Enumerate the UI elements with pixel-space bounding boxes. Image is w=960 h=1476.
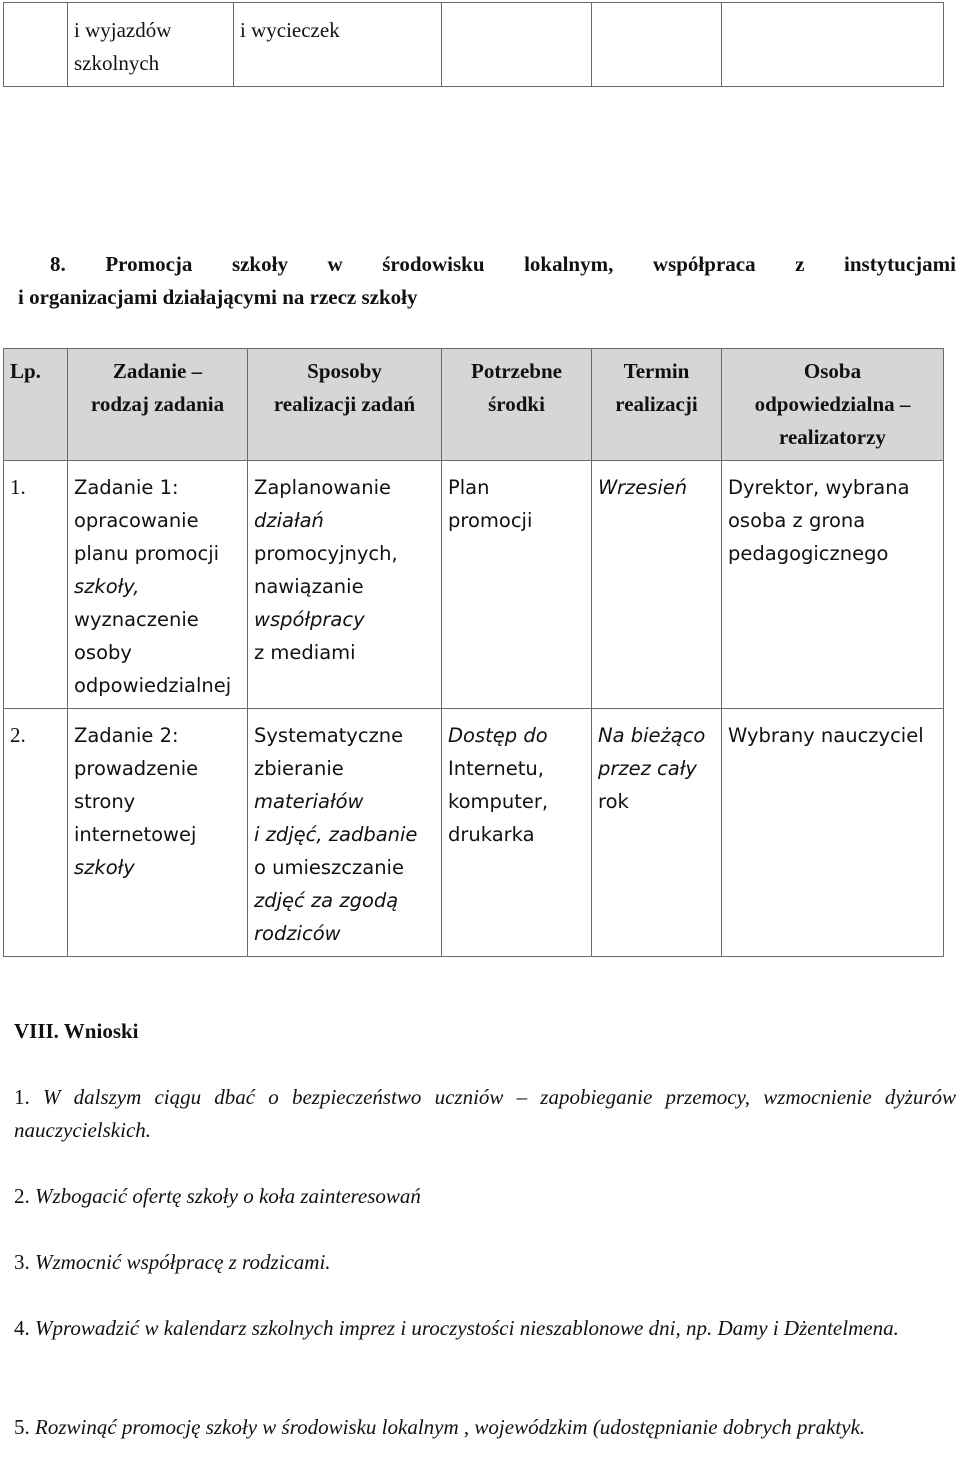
table-cell xyxy=(68,3,234,87)
cell-line: i wyjazdów xyxy=(74,18,172,42)
table-row xyxy=(4,3,944,87)
header-person: Osoba odpowiedzialna – realizatorzy xyxy=(722,349,944,461)
header-lp: Lp. xyxy=(4,349,68,461)
conclusion-number: 5. xyxy=(14,1415,30,1439)
conclusion-item xyxy=(14,1081,956,1147)
header-term: Termin realizacji xyxy=(592,349,722,461)
section-heading xyxy=(18,248,956,314)
top-remnant-table xyxy=(3,2,944,87)
table-cell xyxy=(592,3,722,87)
promotion-tasks-table xyxy=(3,348,944,957)
header-methods: Sposoby realizacji zadań xyxy=(248,349,442,461)
conclusion-text: W dalszym ciągu dbać o bezpieczeństwo uczniów – zapobieganie przemocy, wzmocnienie dyżurów nauczycielskich. xyxy=(14,1085,957,1142)
conclusion-number: 1. xyxy=(14,1085,30,1109)
cell-methods: Zaplanowanie działań promocyjnych, nawiązanie współpracy z mediami xyxy=(248,461,442,709)
section-title-line1: Promocja szkoły w środowisku lokalnym, współpraca z instytucjami xyxy=(105,252,956,276)
cell-term: Wrzesień xyxy=(592,461,722,709)
conclusion-text: Wzbogacić ofertę szkoły o koła zainteresowań xyxy=(35,1184,421,1208)
table-row xyxy=(4,461,944,709)
cell-resources: Plan promocji xyxy=(442,461,592,709)
table-cell xyxy=(4,3,68,87)
cell-term: Na bieżąco przez cały rok xyxy=(592,709,722,957)
conclusion-item xyxy=(14,1411,956,1444)
cell-line: i wycieczek xyxy=(240,18,340,42)
table-header-row xyxy=(4,349,944,461)
conclusion-number: 4. xyxy=(14,1316,30,1340)
conclusion-item xyxy=(14,1312,956,1345)
table-cell xyxy=(234,3,442,87)
cell-task: Zadanie 2: prowadzenie strony internetowej szkoły xyxy=(68,709,248,957)
cell-person: Dyrektor, wybrana osoba z grona pedagogicznego xyxy=(722,461,944,709)
table-cell xyxy=(722,3,944,87)
cell-lp: 1. xyxy=(4,461,68,709)
conclusion-text: Wzmocnić współpracę z rodzicami. xyxy=(35,1250,331,1274)
conclusion-number: 3. xyxy=(14,1250,30,1274)
cell-resources: Dostęp do Internetu, komputer, drukarka xyxy=(442,709,592,957)
cell-person: Wybrany nauczyciel xyxy=(722,709,944,957)
conclusion-item xyxy=(14,1246,956,1279)
conclusion-text: Wprowadzić w kalendarz szkolnych imprez i uroczystości nieszablonowe dni, np. Damy i Dżentelmena. xyxy=(35,1316,899,1340)
cell-task: Zadanie 1: opracowanie planu promocji szkoły, wyznaczenie osoby odpowiedzialnej xyxy=(68,461,248,709)
table-cell xyxy=(442,3,592,87)
section-title-line2: i organizacjami działającymi na rzecz szkoły xyxy=(18,285,418,309)
table-row xyxy=(4,709,944,957)
conclusion-number: 2. xyxy=(14,1184,30,1208)
conclusions-heading: VIII. Wnioski xyxy=(14,1019,139,1043)
header-resources: Potrzebne środki xyxy=(442,349,592,461)
section-number: 8. xyxy=(50,252,66,276)
conclusion-text: Rozwinąć promocję szkoły w środowisku lokalnym , wojewódzkim (udostępnianie dobrych praktyk. xyxy=(35,1415,866,1439)
cell-line: szkolnych xyxy=(74,51,160,75)
cell-methods: Systematyczne zbieranie materiałów i zdjęć, zadbanie o umieszczanie zdjęć za zgodą rodziców xyxy=(248,709,442,957)
header-task: Zadanie – rodzaj zadania xyxy=(68,349,248,461)
cell-lp: 2. xyxy=(4,709,68,957)
conclusion-item xyxy=(14,1180,956,1213)
